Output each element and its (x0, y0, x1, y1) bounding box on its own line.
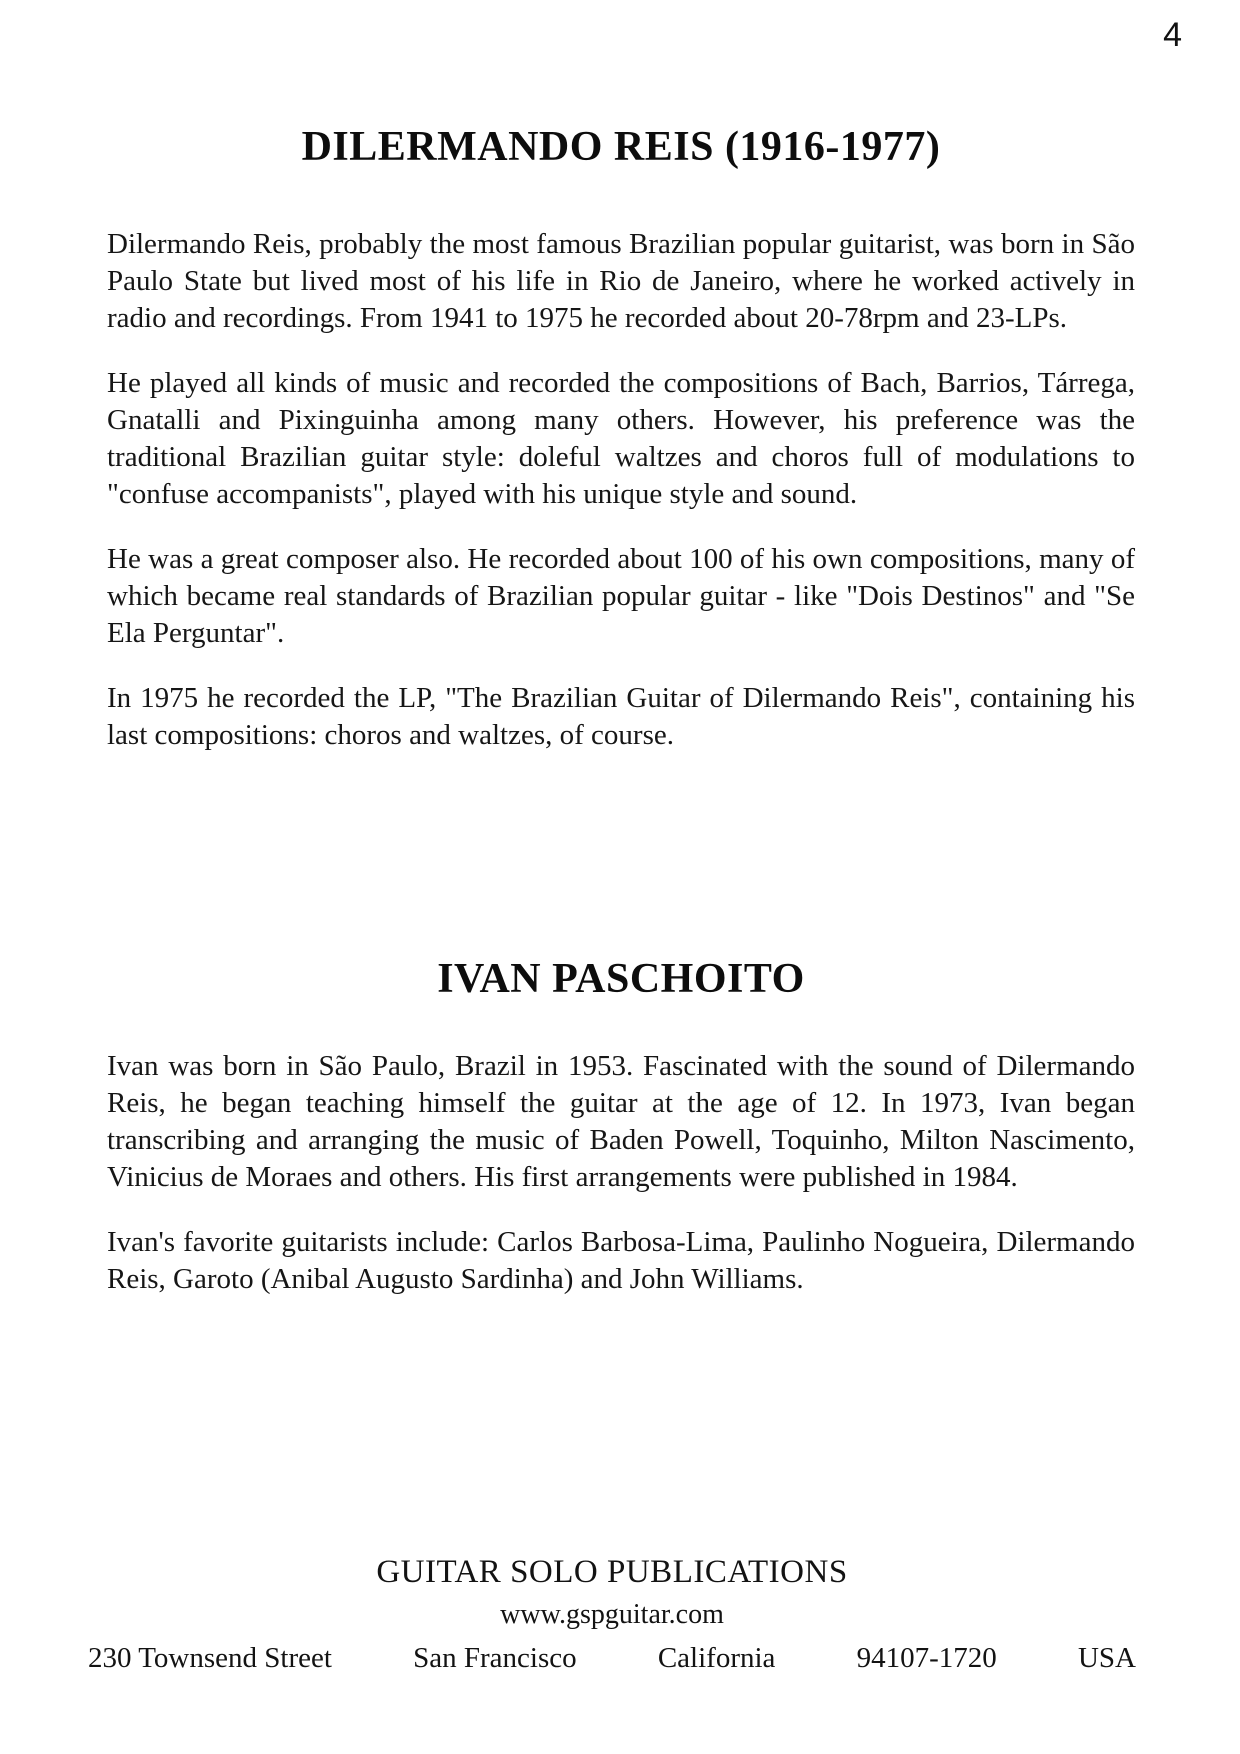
section1-paragraph-4: In 1975 he recorded the LP, "The Brazilian Guitar of Dilermando Reis", containing his last compositions: choros and waltzes, of course. (107, 682, 1135, 751)
section1-title: DILERMANDO REIS (1916-1977) (301, 124, 941, 170)
publisher-website: www.gspguitar.com (500, 1599, 724, 1630)
address-city: San Francisco (413, 1642, 577, 1674)
page-content (107, 0, 1135, 1326)
publisher-footer (88, 1552, 1136, 1676)
publisher-address (88, 1640, 1136, 1676)
section1-paragraph-1: Dilermando Reis, probably the most famous Brazilian popular guitarist, was born in São Paulo State but lived most of his life in Rio de Janeiro, where he worked actively in radio and recordings. From 1941 to 1975 he recorded about 20-78rpm and 23-LPs. (107, 228, 1135, 334)
address-zip: 94107-1720 (856, 1642, 997, 1674)
section1-paragraph-2: He played all kinds of music and recorded the compositions of Bach, Barrios, Tárrega, Gnatalli and Pixinguinha among many others. However, his preference was the traditional Brazilian guitar style: doleful waltzes and choros full of modulations to "confuse accompanists", played with his unique style and sound. (107, 367, 1135, 510)
address-state: California (657, 1642, 776, 1674)
section2-paragraph-2: Ivan's favorite guitarists include: Carlos Barbosa-Lima, Paulinho Nogueira, Dilermando Reis, Garoto (Anibal Augusto Sardinha) and John Williams. (107, 1226, 1135, 1295)
page-number: 4 (1163, 16, 1182, 54)
section2-title: IVAN PASCHOITO (437, 956, 805, 1002)
address-street: 230 Townsend Street (88, 1642, 332, 1674)
section1-paragraph-3: He was a great composer also. He recorded about 100 of his own compositions, many of which became real standards of Brazilian popular guitar - like "Dois Destinos" and "Se Ela Perguntar". (107, 543, 1135, 649)
publisher-name: GUITAR SOLO PUBLICATIONS (376, 1554, 848, 1590)
section2-paragraph-1: Ivan was born in São Paulo, Brazil in 1953. Fascinated with the sound of Dilermando Reis, he began teaching himself the guitar at the age of 12. In 1973, Ivan began transcribing and arranging the music of Baden Powell, Toquinho, Milton Nascimento, Vinicius de Moraes and others. His first arrangements were published in 1984. (107, 1050, 1135, 1193)
address-country: USA (1077, 1642, 1136, 1674)
